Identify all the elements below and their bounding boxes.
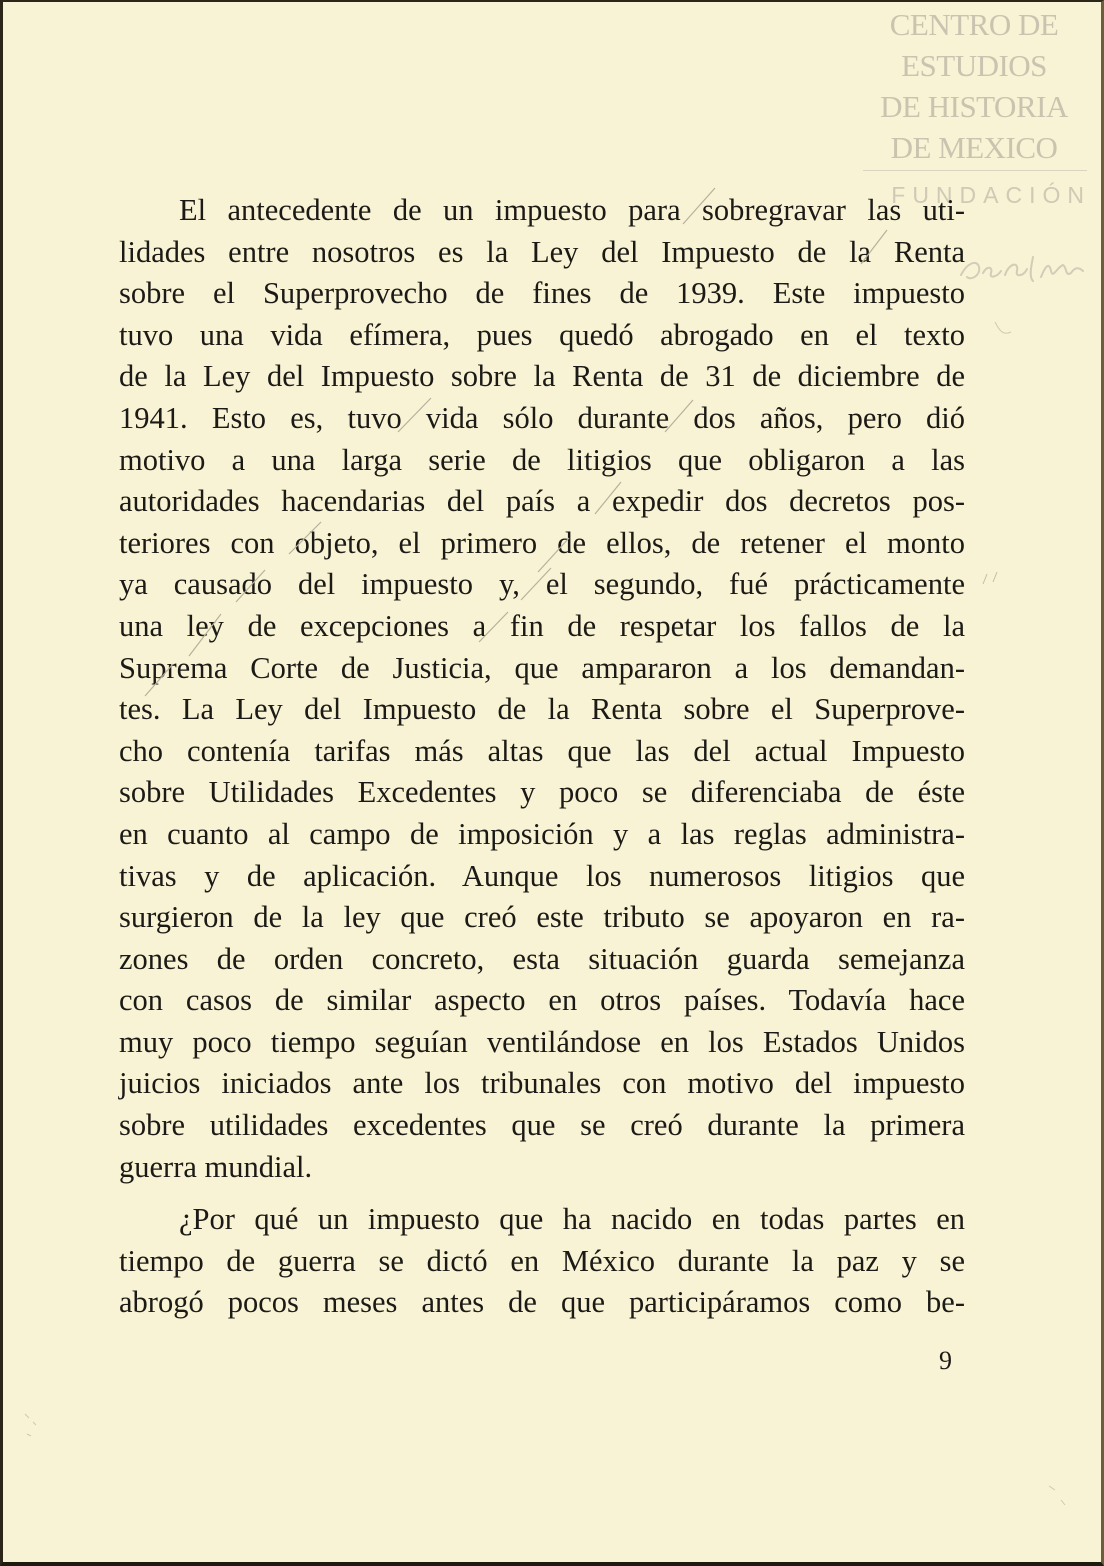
text-line: tuvo una vida efímera, pues quedó abrogado en el texto — [119, 317, 965, 352]
text-line: 1941. Esto es, tuvo vida sólo durante dos años, pero dió — [119, 400, 965, 435]
text-line: muy poco tiempo seguían ventilándose en los Estados Unidos — [119, 1024, 965, 1059]
watermark-signature-icon — [953, 237, 1093, 297]
body-text — [119, 190, 965, 1324]
text-line: en cuanto al campo de imposición y a las reglas administra- — [119, 816, 965, 851]
text-line: guerra mundial. — [119, 1149, 313, 1184]
text-line: tivas y de aplicación. Aunque los numerosos litigios que — [119, 858, 965, 893]
watermark-line: DE HISTORIA — [880, 89, 1068, 124]
text-line: El antecedente de un impuesto para sobregravar las uti- — [179, 193, 965, 227]
pencil-tick-mark — [995, 322, 1011, 333]
page-number: 9 — [939, 1346, 952, 1375]
watermark-divider — [863, 170, 1087, 171]
archive-watermark — [869, 4, 1079, 168]
text-line: Suprema Corte de Justicia, que ampararon a los demandan- — [119, 650, 965, 685]
watermark-line: CENTRO DE — [889, 7, 1059, 42]
watermark-foundation: FUNDACIÓN — [891, 182, 1091, 208]
text-line: juicios iniciados ante los tribunales con motivo del impuesto — [119, 1066, 965, 1101]
margin-speck-mark — [25, 1414, 36, 1436]
watermark-line: ESTUDIOS — [901, 48, 1047, 83]
text-line: una ley de excepciones a fin de respetar los fallos de la — [119, 608, 965, 643]
text-line: ya causado del impuesto y, el segundo, fué prácticamente — [119, 567, 965, 602]
text-line: lidades entre nosotros es la Ley del Impuesto de la Renta — [119, 234, 965, 269]
text-line: zones de orden concreto, esta situación guarda semejanza — [119, 941, 965, 976]
pencil-tick-mark — [983, 572, 997, 584]
watermark-line: DE MEXICO — [890, 130, 1058, 165]
text-line: tes. La Ley del Impuesto de la Renta sobre el Superprove- — [119, 692, 965, 727]
text-line: sobre utilidades excedentes que se creó durante la primera — [119, 1108, 965, 1143]
paragraph — [119, 1199, 965, 1324]
text-line: teriores con objeto, el primero de ellos, de retener el monto — [119, 525, 965, 560]
text-line: surgieron de la ley que creó este tributo se apoyaron en ra- — [119, 900, 965, 935]
paragraph-gap — [119, 1188, 965, 1199]
text-line: de la Ley del Impuesto sobre la Renta de 31 de diciembre de — [119, 359, 965, 394]
text-line: con casos de similar aspecto en otros países. Todavía hace — [119, 983, 965, 1018]
text-line: sobre el Superprovecho de fines de 1939. Este impuesto — [119, 276, 965, 311]
text-line: cho contenía tarifas más altas que las del actual Impuesto — [119, 733, 965, 768]
text-line: motivo a una larga serie de litigios que obligaron a las — [119, 442, 965, 477]
margin-speck-mark — [1049, 1486, 1065, 1505]
text-line: sobre Utilidades Excedentes y poco se diferenciaba de éste — [119, 775, 965, 810]
text-line: abrogó pocos meses antes de que participáramos como be- — [119, 1285, 965, 1320]
text-line: tiempo de guerra se dictó en México durante la paz y se — [119, 1243, 965, 1278]
text-line: ¿Por qué un impuesto que ha nacido en todas partes en — [179, 1202, 965, 1237]
text-line: autoridades hacendarias del país a expedir dos decretos pos- — [119, 484, 965, 519]
paragraph — [119, 190, 965, 1188]
